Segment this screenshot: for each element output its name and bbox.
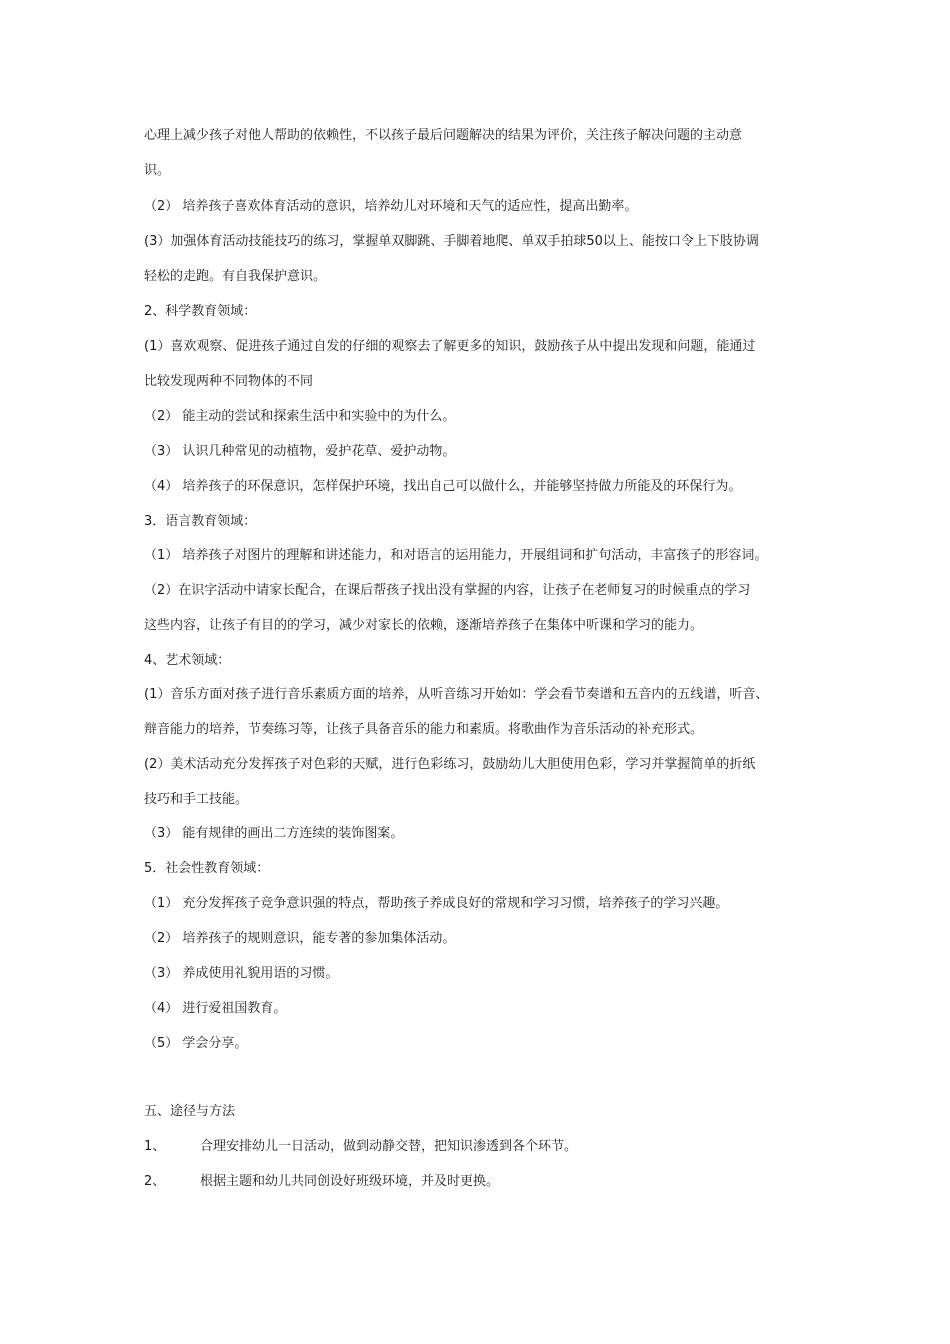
text-line: （5） 学会分享。 — [144, 1036, 248, 1051]
text-line: (2）美术活动充分发挥孩子对色彩的天赋，进行色彩练习，鼓励幼儿大胆使用色彩，学习并掌握简单的折纸 — [144, 757, 756, 772]
text-line: （1） 培养孩子对图片的理解和讲述能力，和对语言的运用能力，开展组词和扩句活动，丰富孩子的形容词。 — [144, 548, 768, 563]
text-line: （2） 能主动的尝试和探索生活中和实验中的为什么。 — [144, 409, 456, 424]
text-line: 这些内容，让孩子有目的的学习，减少对家长的依赖，逐渐培养孩子在集体中听课和学习的能力。 — [144, 618, 704, 633]
text-line: (1）音乐方面对孩子进行音乐素质方面的培养，从听音练习开始如：学会看节奏谱和五音内的五线谱，听音、 — [144, 687, 769, 702]
text-line: （3） 认识几种常见的动植物，爱护花草、爱护动物。 — [144, 444, 456, 459]
method-number: 1、 — [144, 1139, 166, 1154]
method-text: 合理安排幼儿一日活动，做到动静交替，把知识渗透到各个环节。 — [200, 1139, 578, 1154]
text-line: 3．语言教育领域： — [144, 514, 257, 529]
text-line: （1） 充分发挥孩子竞争意识强的特点，帮助孩子养成良好的常规和学习习惯，培养孩子的学习兴趣。 — [144, 896, 729, 911]
text-line: （2） 培养孩子的规则意识，能专著的参加集体活动。 — [144, 931, 456, 946]
text-line: 技巧和手工技能。 — [144, 792, 249, 807]
text-line: (3）加强体育活动技能技巧的练习，掌握单双脚跳、手脚着地爬、单双手拍球50以上、能按口令上下肢协调 — [144, 234, 759, 249]
text-line: 5．社会性教育领域： — [144, 861, 270, 876]
text-line: （4） 进行爱祖国教育。 — [144, 1001, 287, 1016]
text-line: （3） 养成使用礼貌用语的习惯。 — [144, 966, 339, 981]
text-line: 辩音能力的培养，节奏练习等，让孩子具备音乐的能力和素质。将歌曲作为音乐活动的补充形式。 — [144, 722, 704, 737]
text-line: （2）在识字活动中请家长配合，在课后帮孩子找出没有掌握的内容，让孩子在老师复习的时候重点的学习 — [144, 583, 751, 598]
method-item — [144, 1173, 499, 1191]
text-line: （2） 培养孩子喜欢体育活动的意识，培养幼儿对环境和天气的适应性，提高出勤率。 — [144, 199, 638, 214]
text-line: 心理上减少孩子对他人帮助的依赖性，不以孩子最后问题解决的结果为评价，关注孩子解决问题的主动意 — [144, 128, 743, 143]
section-heading: 五、途径与方法 — [144, 1104, 236, 1119]
text-line: 识。 — [144, 163, 171, 178]
text-line: （3） 能有规律的画出二方连续的装饰图案。 — [144, 826, 404, 841]
text-line: (1）喜欢观察、促进孩子通过自发的仔细的观察去了解更多的知识，鼓励孩子从中提出发现和问题，能通过 — [144, 339, 756, 354]
text-line: 2、科学教育领域： — [144, 304, 257, 319]
method-number: 2、 — [144, 1174, 166, 1189]
method-item — [144, 1138, 577, 1156]
method-text: 根据主题和幼儿共同创设好班级环境，并及时更换。 — [200, 1174, 500, 1189]
text-line: （4） 培养孩子的环保意识，怎样保护环境，找出自己可以做什么，并能够坚持做力所能及的环保行为。 — [144, 479, 742, 494]
text-line: 轻松的走跑。有自我保护意识。 — [144, 269, 327, 284]
text-line: 4、艺术领域： — [144, 653, 231, 668]
text-line: 比较发现两种不同物体的不同 — [144, 374, 314, 389]
